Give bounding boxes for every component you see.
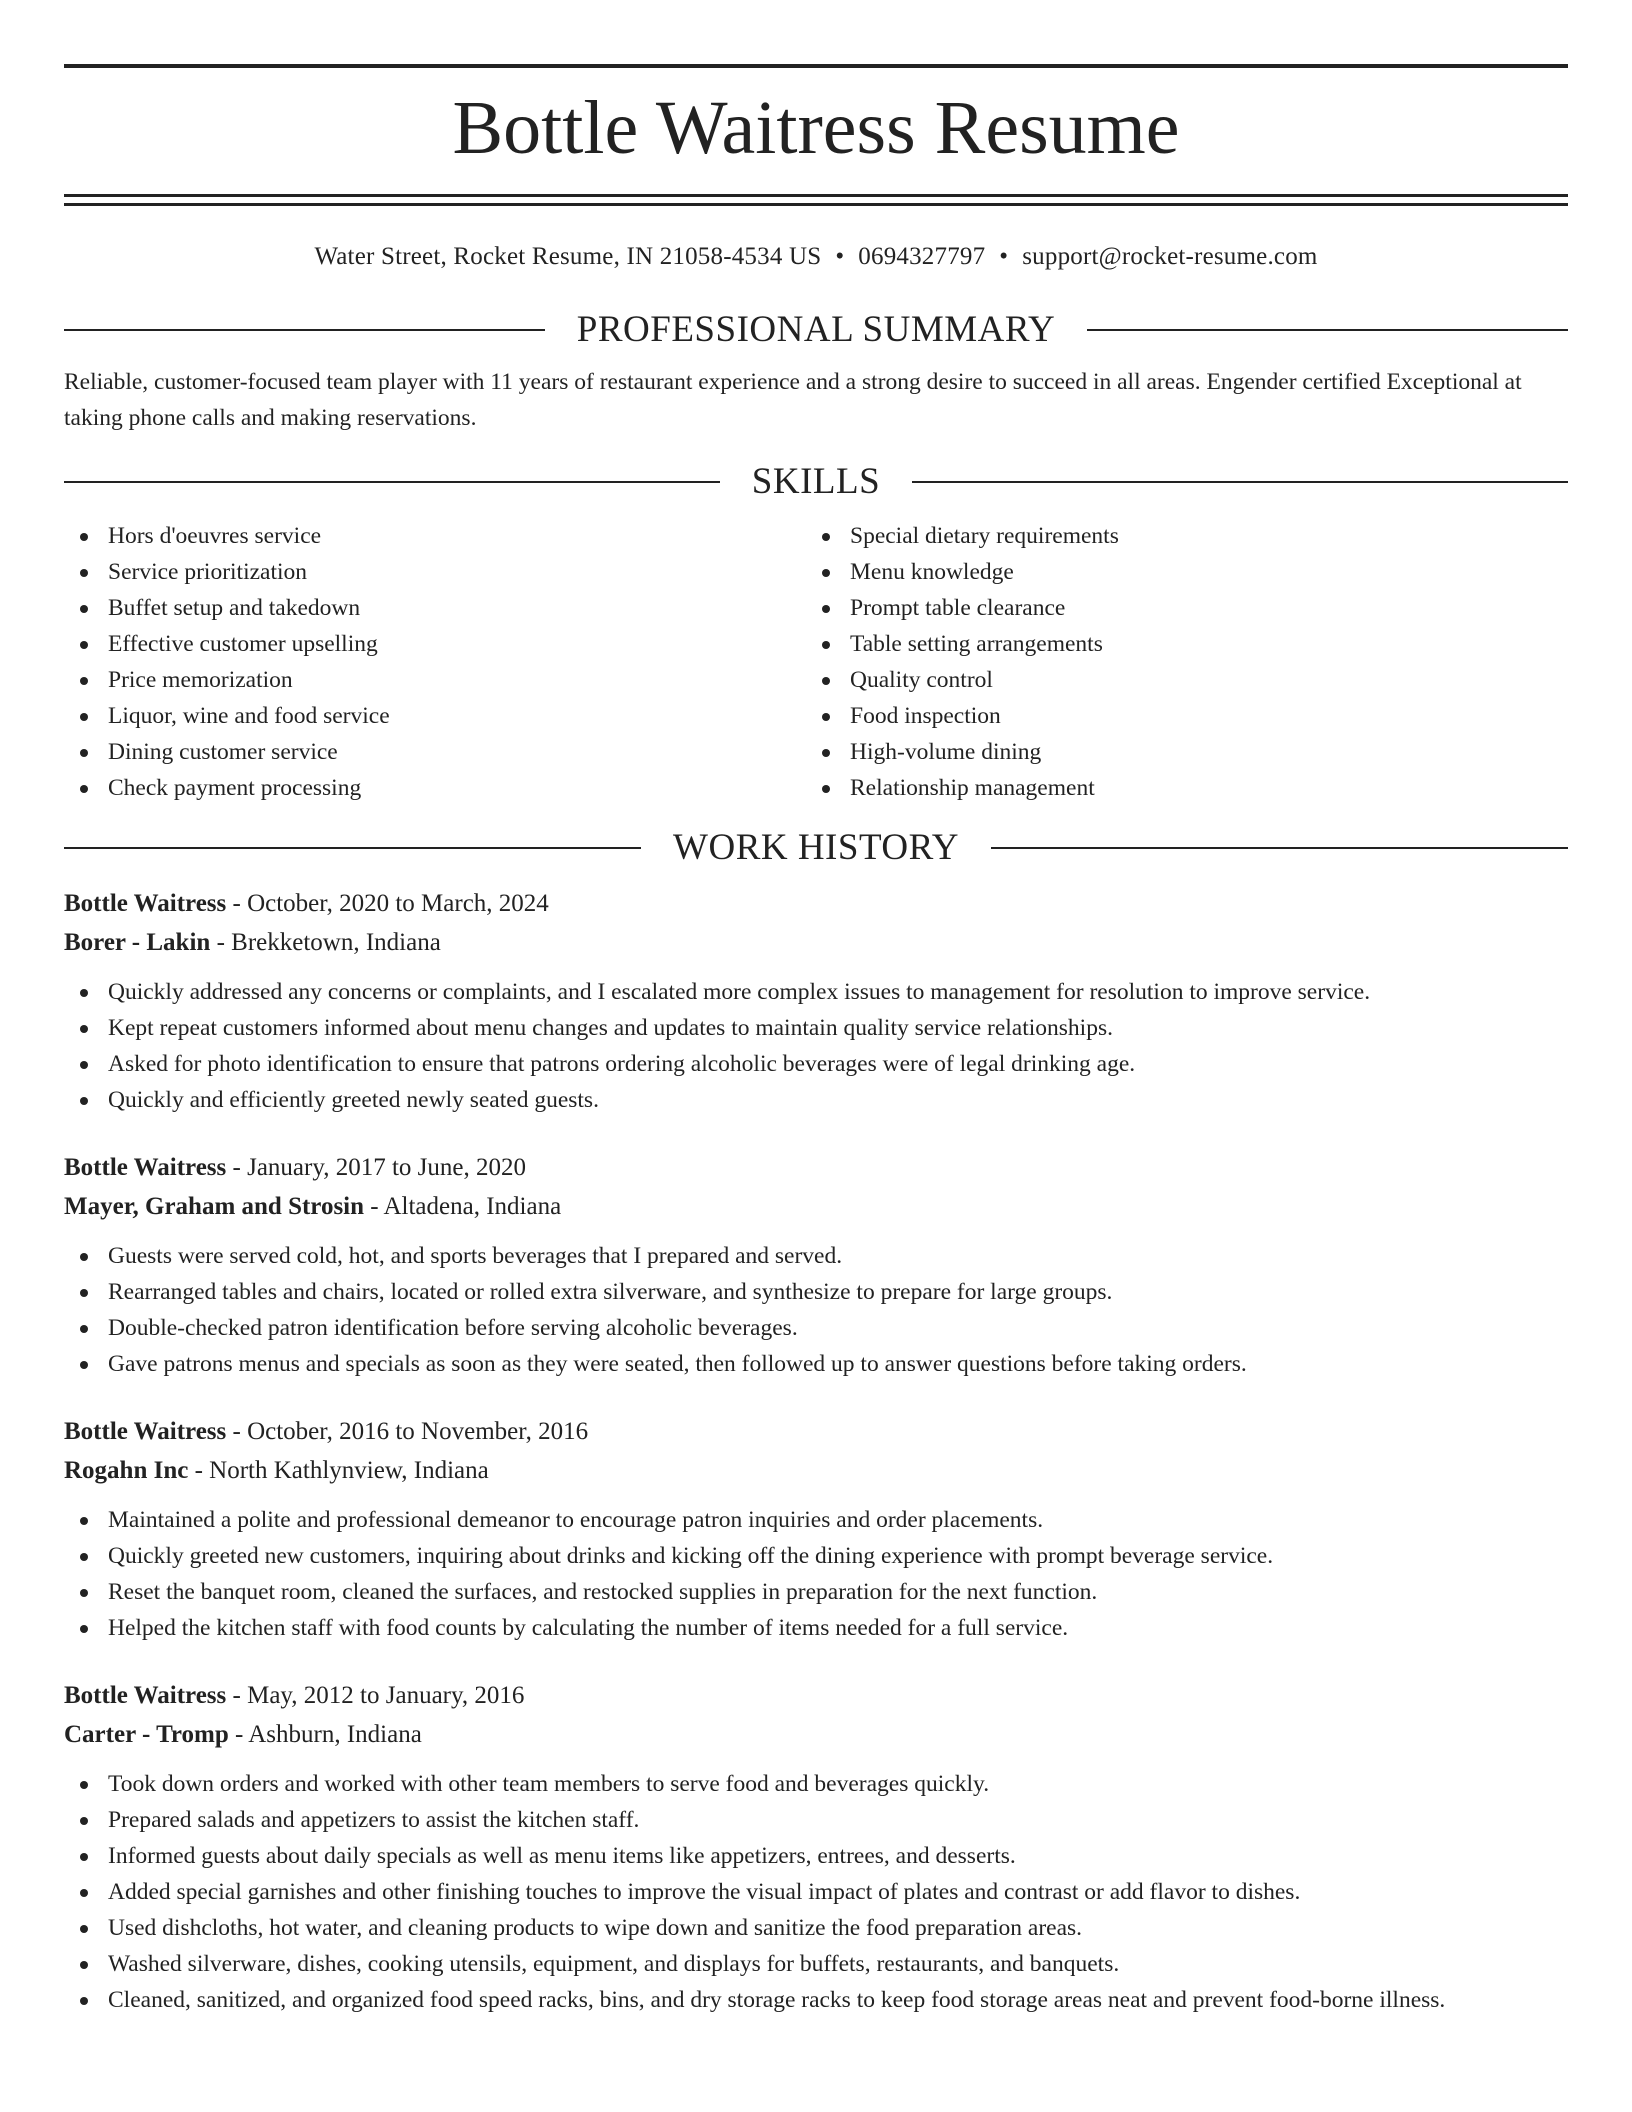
job-company-line [64, 1715, 1568, 1754]
job-company: Borer - Lakin [64, 928, 211, 956]
job-entry [64, 1148, 1568, 1382]
duty-item: Cleaned, sanitized, and organized food speed racks, bins, and dry storage racks to keep food storage areas neat and prevent food-borne illness. [64, 1982, 1568, 2018]
duty-item: Took down orders and worked with other team members to serve food and beverages quickly. [64, 1766, 1568, 1802]
skills-list-left [64, 518, 806, 806]
duty-item: Quickly addressed any concerns or complaints, and I escalated more complex issues to management for resolution to improve service. [64, 974, 1568, 1010]
job-title-line [64, 884, 1568, 923]
job-company-line [64, 1187, 1568, 1226]
job-entry [64, 1412, 1568, 1646]
duty-item: Informed guests about daily specials as well as menu items like appetizers, entrees, and desserts. [64, 1838, 1568, 1874]
job-company: Mayer, Graham and Strosin [64, 1192, 365, 1220]
job-duties [64, 1238, 1568, 1382]
skill-item: Liquor, wine and food service [64, 698, 806, 734]
skills-list-right [806, 518, 1548, 806]
skill-item: High-volume dining [806, 734, 1548, 770]
duty-item: Asked for photo identification to ensure that patrons ordering alcoholic beverages were of legal drinking age. [64, 1046, 1568, 1082]
skill-item: Service prioritization [64, 554, 806, 590]
job-company: Rogahn Inc [64, 1456, 189, 1484]
resume-title: Bottle Waitress Resume [452, 86, 1180, 170]
job-title-line [64, 1676, 1568, 1715]
duty-item: Gave patrons menus and specials as soon as they were seated, then followed up to answer questions before taking orders. [64, 1346, 1568, 1382]
job-company-line [64, 1451, 1568, 1490]
skill-item: Quality control [806, 662, 1548, 698]
duty-item: Rearranged tables and chairs, located or rolled extra silverware, and synthesize to prepare for large groups. [64, 1274, 1568, 1310]
heading-rule-right [991, 847, 1568, 849]
work-heading [64, 826, 1568, 870]
heading-rule-left [64, 481, 720, 483]
skill-item: Special dietary requirements [806, 518, 1548, 554]
heading-rule-left [64, 847, 641, 849]
contact-address: Water Street, Rocket Resume, IN 21058-4534 US [314, 243, 822, 270]
skills-heading [64, 460, 1568, 504]
job-duties [64, 1766, 1568, 2018]
job-title: Bottle Waitress [64, 1417, 227, 1445]
contact-separator: • [835, 243, 845, 270]
duty-item: Prepared salads and appetizers to assist the kitchen staff. [64, 1802, 1568, 1838]
job-title: Bottle Waitress [64, 1153, 227, 1181]
job-title-line [64, 1148, 1568, 1187]
skill-item: Hors d'oeuvres service [64, 518, 806, 554]
job-duties [64, 1502, 1568, 1646]
skill-item: Price memorization [64, 662, 806, 698]
contact-separator: • [999, 243, 1009, 270]
job-duties [64, 974, 1568, 1118]
job-title-line [64, 1412, 1568, 1451]
heading-rule-right [912, 481, 1568, 483]
job-title: Bottle Waitress [64, 1681, 227, 1709]
job-location: - Altadena, Indiana [364, 1192, 562, 1220]
job-company: Carter - Tromp [64, 1720, 229, 1748]
title-rule-upper [64, 194, 1568, 197]
duty-item: Maintained a polite and professional demeanor to encourage patron inquiries and order placements. [64, 1502, 1568, 1538]
resume-page [64, 64, 1568, 2018]
skill-item: Prompt table clearance [806, 590, 1548, 626]
job-location: - Brekketown, Indiana [210, 928, 441, 956]
duty-item: Quickly and efficiently greeted newly seated guests. [64, 1082, 1568, 1118]
contact-email: support@rocket-resume.com [1022, 243, 1318, 270]
duty-item: Kept repeat customers informed about menu changes and updates to maintain quality service relationships. [64, 1010, 1568, 1046]
summary-heading [64, 308, 1568, 352]
title-rule-lower [64, 203, 1568, 206]
heading-rule-left [64, 329, 545, 331]
job-title: Bottle Waitress [64, 889, 227, 917]
duty-item: Reset the banquet room, cleaned the surfaces, and restocked supplies in preparation for the next function. [64, 1574, 1568, 1610]
duty-item: Double-checked patron identification before serving alcoholic beverages. [64, 1310, 1568, 1346]
skill-item: Food inspection [806, 698, 1548, 734]
duty-item: Guests were served cold, hot, and sports beverages that I prepared and served. [64, 1238, 1568, 1274]
job-location: - North Kathlynview, Indiana [188, 1456, 489, 1484]
skill-item: Menu knowledge [806, 554, 1548, 590]
skill-item: Table setting arrangements [806, 626, 1548, 662]
contact-phone: 0694327797 [858, 243, 986, 270]
heading-rule-right [1087, 329, 1568, 331]
skill-item: Check payment processing [64, 770, 806, 806]
duty-item: Used dishcloths, hot water, and cleaning products to wipe down and sanitize the food preparation areas. [64, 1910, 1568, 1946]
job-dates: - May, 2012 to January, 2016 [226, 1681, 525, 1709]
skill-item: Relationship management [806, 770, 1548, 806]
skill-item: Buffet setup and takedown [64, 590, 806, 626]
duty-item: Quickly greeted new customers, inquiring about drinks and kicking off the dining experience with prompt beverage service. [64, 1538, 1568, 1574]
job-dates: - January, 2017 to June, 2020 [226, 1153, 526, 1181]
work-heading-label: WORK HISTORY [673, 826, 959, 868]
job-company-line [64, 923, 1568, 962]
job-entry [64, 884, 1568, 1118]
job-entry [64, 1676, 1568, 2018]
duty-item: Added special garnishes and other finishing touches to improve the visual impact of plates and contrast or add flavor to dishes. [64, 1874, 1568, 1910]
job-dates: - October, 2020 to March, 2024 [226, 889, 549, 917]
job-location: - Ashburn, Indiana [228, 1720, 422, 1748]
summary-text: Reliable, customer-focused team player with 11 years of restaurant experience and a strong desire to succeed in all areas. Engender certified Exceptional at taking phone calls and making reservations. [64, 369, 1522, 431]
duty-item: Helped the kitchen staff with food counts by calculating the number of items needed for a full service. [64, 1610, 1568, 1646]
duty-item: Washed silverware, dishes, cooking utensils, equipment, and displays for buffets, restaurants, and banquets. [64, 1946, 1568, 1982]
job-dates: - October, 2016 to November, 2016 [226, 1417, 589, 1445]
skills-columns [64, 518, 1568, 806]
summary-heading-label: PROFESSIONAL SUMMARY [576, 309, 1056, 350]
contact-line [64, 242, 1568, 272]
skill-item: Dining customer service [64, 734, 806, 770]
skill-item: Effective customer upselling [64, 626, 806, 662]
skills-heading-label: SKILLS [751, 460, 881, 502]
